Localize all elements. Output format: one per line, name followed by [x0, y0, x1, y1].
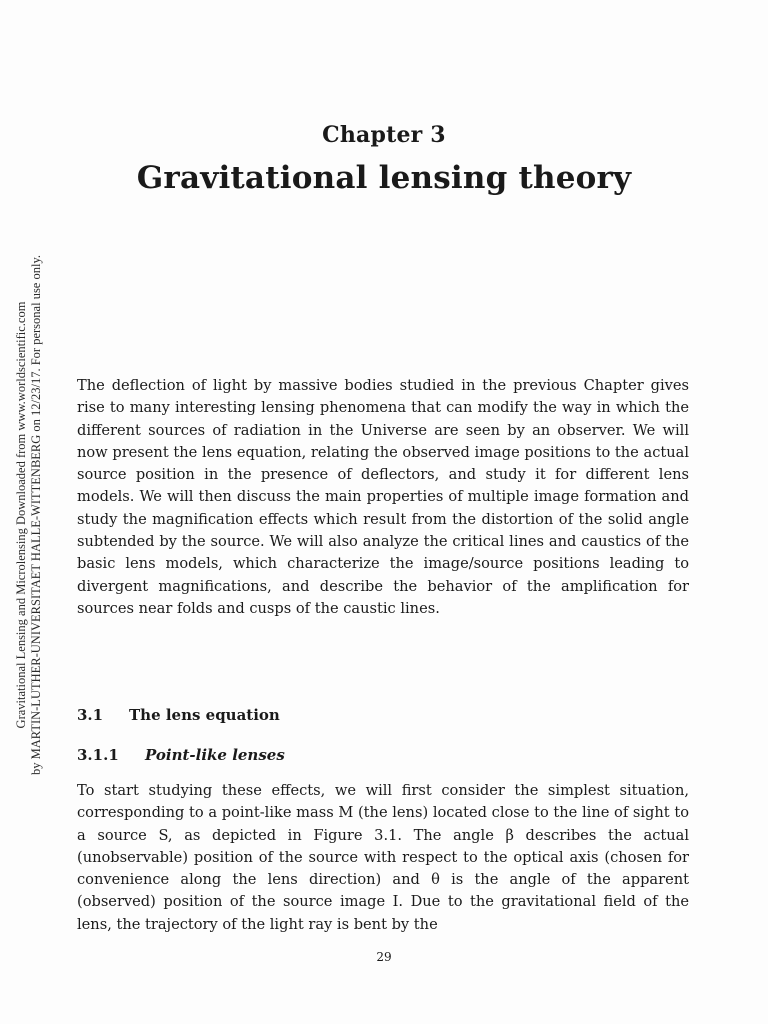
section-heading	[77, 706, 280, 724]
watermark-line-1: Gravitational Lensing and Microlensing Downloaded from www.worldscientific.com	[14, 301, 28, 729]
watermark-line-2: by MARTIN-LUTHER-UNIVERSITAET HALLE-WITTENBERG on 12/23/17. For personal use only.	[29, 254, 43, 776]
intro-paragraph: The deflection of light by massive bodies studied in the previous Chapter gives rise to many interesting lensing phenomena that can modify the way in which the different sources of radiation in the Universe are seen by an observer. We will now present the lens equation, relating the observed image positions to the actual source position in the presence of deflectors, and study it for different lens models. We will then discuss the main properties of multiple image formation and study the magnification effects which result from the distortion of the solid angle subtended by the source. We will also analyze the critical lines and caustics of the basic lens models, which characterize the image/source positions leading to divergent magnifications, and describe the behavior of the amplification for sources near folds and cusps of the caustic lines.	[77, 377, 689, 617]
subsection-heading	[77, 746, 285, 764]
section-title: The lens equation	[129, 706, 280, 724]
section-number: 3.1	[77, 706, 104, 724]
subsection-title: Point-like lenses	[145, 746, 285, 764]
download-watermark	[14, 230, 43, 800]
subsection-paragraph: To start studying these effects, we will first consider the simplest situation, corresponding to a point-like mass M (the lens) located close to the line of sight to a source S, as depicted in Figure 3.1. The angle β describes the actual (unobservable) position of the source with respect to the optical axis (chosen for convenience along the lens direction) and θ is the angle of the apparent (observed) position of the source image I. Due to the gravitational field of the lens, the trajectory of the light ray is bent by the	[77, 782, 689, 933]
chapter-title: Gravitational lensing theory	[136, 160, 632, 196]
chapter-label: Chapter 3	[322, 122, 446, 148]
page-number: 29	[376, 950, 392, 964]
subsection-number: 3.1.1	[77, 746, 119, 764]
